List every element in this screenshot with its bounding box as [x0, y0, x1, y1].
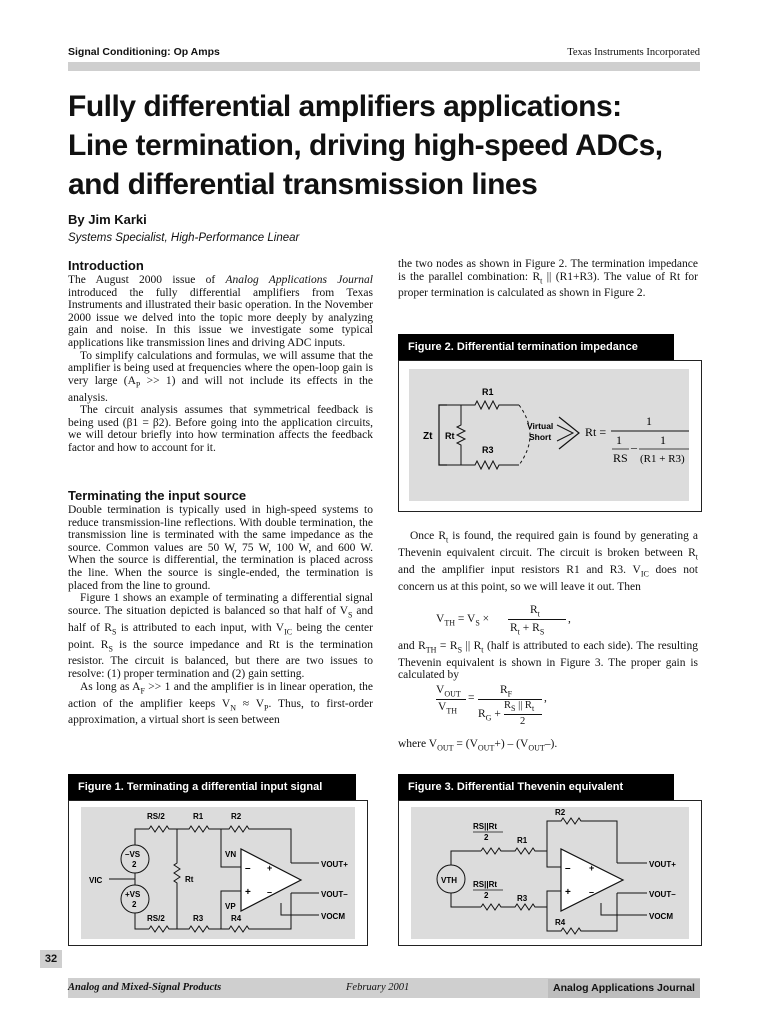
figure-1-caption: Figure 1. Terminating a differential input signal	[68, 774, 356, 800]
vn-label: VN	[225, 850, 237, 859]
text-run: the two nodes as shown in Figure 2. The termination impedance is the parallel combination: R	[398, 258, 698, 283]
subscript: S	[511, 704, 516, 714]
vth-label: VTH	[441, 876, 457, 885]
text-run: + R	[519, 622, 540, 634]
text-run: R	[530, 604, 538, 616]
figure-2-caption: Figure 2. Differential termination impedance	[398, 334, 674, 360]
text-run: is found, the required gain is found by generating a Thevenin equivalent circuit. The circuit is broken between R	[398, 530, 698, 559]
intro-paragraph-2	[68, 350, 373, 405]
eq-numerator-one: 1	[646, 414, 652, 428]
subscript: OUT	[444, 689, 461, 699]
subscript: t	[517, 627, 520, 637]
vocm-label: VOCM	[321, 912, 345, 921]
amp-plus-out: +	[267, 863, 273, 873]
gain-rg: $R_G$ +	[478, 708, 501, 723]
text-run: || R	[515, 700, 532, 711]
text-run: The August 2000 issue of	[68, 274, 226, 286]
right-text-4	[398, 738, 698, 755]
intro-heading: Introduction	[68, 258, 144, 273]
rs2-bot-label: RS/2	[147, 914, 165, 923]
right-paragraph-1	[398, 258, 698, 300]
two-bot-label: 2	[484, 891, 489, 900]
subscript: TH	[425, 645, 437, 655]
subscript: TH	[446, 706, 457, 716]
amp-minus-in: –	[245, 863, 251, 874]
gain-equals: =	[468, 692, 475, 704]
eq-minus: –	[631, 440, 637, 454]
vth-equation	[436, 604, 636, 638]
eq-r1-r3: (R1 + R3)	[640, 453, 685, 465]
figure-1	[68, 800, 368, 946]
gain-comma: ,	[544, 692, 547, 704]
text-run: = (V	[453, 738, 478, 750]
subscript: N	[230, 702, 236, 712]
eq-rs: RS	[613, 451, 628, 465]
r1-label: R1	[482, 387, 494, 397]
text-run: || (R1+R3). The value of Rt for proper termination is calculated as shown in Figure 2.	[398, 270, 698, 300]
text-run: does not concern us at this point, so we will leave it out. Then	[398, 563, 698, 593]
r2-label: R2	[555, 808, 566, 817]
subscript: t	[537, 609, 540, 619]
gain-lhs-bar	[436, 699, 466, 700]
term-paragraph-3	[68, 681, 373, 727]
r2-label: R2	[231, 812, 242, 821]
right-paragraph-3	[398, 640, 698, 682]
text-run: V	[438, 701, 447, 713]
intro-paragraph-1	[68, 274, 373, 350]
gain-vth	[438, 701, 457, 715]
zt-label: Zt	[423, 431, 433, 442]
subscript: OUT	[437, 743, 454, 753]
gain-equation	[436, 684, 636, 734]
author: By Jim Karki	[68, 212, 147, 227]
text-run: ×	[479, 613, 490, 625]
subscript: S	[108, 643, 113, 653]
text-run: and half of R	[68, 604, 373, 634]
text-run: is the source impedance and Rt is the termination resistor. The circuit is balanced, but there are two issues to resolve: (1) proper termination and (2) gain setting.	[68, 638, 373, 681]
page-number: 32	[40, 950, 62, 968]
text-run: is attributed to each input, with V	[116, 621, 285, 634]
text-run: To simplify calculations and formulas, we will assume that the amplifier is being used at frequencies where the open-loop gain is very large (A	[68, 349, 373, 387]
figure-3-panel	[411, 807, 689, 939]
figure-2	[398, 360, 702, 512]
vth-fraction-bar	[508, 619, 566, 620]
termination-text	[68, 504, 373, 727]
text-run: R	[500, 684, 508, 696]
subscript: OUT	[528, 743, 545, 753]
text-run: V	[436, 613, 445, 625]
rs-rt-bot-label: RS||Rt	[473, 880, 498, 889]
title-line-1: Fully differential amplifiers applications:	[68, 90, 622, 123]
text-run: = R	[436, 640, 458, 652]
vout-minus-label: VOUT–	[649, 890, 676, 899]
title-line-3: and differential transmission lines	[68, 168, 538, 201]
subscript: OUT	[477, 743, 495, 753]
text-run: || R	[462, 640, 482, 652]
text-run: and R	[398, 640, 426, 652]
journal-name: Analog Applications Journal	[225, 274, 373, 286]
gain-vout	[436, 684, 461, 698]
figure-3-caption: Figure 3. Differential Thevenin equivalent	[398, 774, 674, 800]
subscript: t	[540, 275, 543, 285]
vout-minus-label: VOUT–	[321, 890, 348, 899]
vs-top-den: 2	[132, 860, 137, 869]
footer-journal: Analog Applications Journal	[548, 979, 700, 998]
vp-label: VP	[225, 902, 236, 911]
text-run: –).	[544, 738, 558, 750]
r3-label: R3	[517, 894, 528, 903]
amp-minus-out: –	[267, 887, 273, 897]
figure-1-panel	[81, 807, 355, 939]
vs-top-num: –VS	[125, 850, 141, 859]
r1-label: R1	[193, 812, 204, 821]
text-run: As long as A	[80, 680, 141, 693]
r1-label: R1	[517, 836, 528, 845]
subscript: t	[446, 535, 449, 545]
r4-label: R4	[555, 918, 566, 927]
term-paragraph-2	[68, 592, 373, 680]
termination-impedance-diagram	[409, 369, 689, 501]
r4-label: R4	[231, 914, 242, 923]
text-run: where V	[398, 738, 438, 750]
figure-3	[398, 800, 702, 946]
subscript: t	[531, 704, 535, 714]
text-run: +) – (V	[494, 738, 529, 750]
text-run: V	[436, 684, 445, 696]
subscript: S	[348, 610, 353, 620]
figure-3-schematic	[411, 807, 689, 939]
text-run: = V	[454, 613, 476, 625]
vout-plus-label: VOUT+	[321, 860, 348, 869]
vs-bot-den: 2	[132, 900, 137, 909]
subscript: F	[507, 689, 513, 699]
subscript: G	[485, 713, 492, 723]
text-run: >> 1 and the amplifier is in linear operation, the action of the amplifier keeps V	[68, 680, 373, 710]
text-run: . Thus, to first-order approximation, a virtual short is seen between	[68, 697, 373, 727]
eq-one-a: 1	[616, 433, 622, 447]
r3-label: R3	[482, 445, 494, 455]
text-run: R	[478, 708, 486, 720]
vic-label: VIC	[89, 876, 103, 885]
running-header-section: Signal Conditioning: Op Amps	[68, 46, 220, 58]
rs-rt-top-label: RS||Rt	[473, 822, 498, 831]
text-run: ≈ V	[235, 697, 265, 710]
figure-1-schematic	[81, 807, 355, 939]
r3-label: R3	[193, 914, 204, 923]
subscript: IC	[640, 569, 649, 579]
gain-rs-rt	[504, 700, 534, 713]
header-rule	[68, 62, 700, 71]
affiliation: Systems Specialist, High-Performance Linear	[68, 232, 300, 244]
gain-rf	[500, 684, 512, 698]
vth-numerator	[530, 604, 540, 618]
subscript: t	[695, 552, 698, 562]
subscript: S	[457, 645, 463, 655]
short-label: Short	[529, 432, 552, 442]
term-paragraph-1: Double termination is typically used in high-speed systems to reduce transmission-line reflections. With double termination, the transmission line is terminated with the same impedance as the source. Common values are 50 W, 75 W, 100 W, and 600 W. When the source is differential, the termination is placed across the line. When the source is single-ended, the termination is placed from the line to ground.	[68, 504, 373, 592]
eq-one-b: 1	[660, 433, 666, 447]
text-run: and the amplifier input resistors R1 and R3. V	[398, 563, 641, 576]
gain-two: 2	[520, 716, 526, 727]
vout-plus-label: VOUT+	[649, 860, 676, 869]
gain-inner-bar	[504, 714, 542, 715]
rs2-top-label: RS/2	[147, 812, 165, 821]
footer-publication: Analog and Mixed-Signal Products	[68, 982, 222, 993]
intro-text	[68, 274, 373, 455]
amp-minus-out: –	[589, 887, 595, 897]
vth-lhs	[436, 613, 489, 627]
subscript: P	[135, 380, 141, 390]
text-run: R	[510, 622, 518, 634]
amp-plus-out: +	[589, 863, 595, 873]
title-line-2: Line termination, driving high-speed ADCs,	[68, 129, 663, 162]
two-top-label: 2	[484, 833, 489, 842]
subscript: S	[475, 618, 480, 628]
amp-minus-in: –	[565, 863, 571, 874]
subscript: S	[539, 627, 545, 637]
intro-paragraph-3: The circuit analysis assumes that symmetrical feedback is being used (β1 = β2). Before going into the application circuits, we will detour briefly into how termination affects the feedback factor and how to account for it.	[68, 404, 373, 455]
subscript: P	[264, 702, 269, 712]
subscript: S	[111, 626, 117, 636]
right-text-1	[398, 258, 698, 300]
subscript: TH	[444, 618, 455, 628]
vth-comma: ,	[568, 613, 571, 625]
virtual-label: Virtual	[527, 421, 554, 431]
subscript: t	[481, 645, 484, 655]
termination-heading: Terminating the input source	[68, 488, 247, 503]
text-run: (half is attributed to each side). The resulting Thevenin equivalent is shown in Figure 3. The proper gain is calculated by	[398, 640, 699, 682]
vs-bot-num: +VS	[125, 890, 141, 899]
article-title	[68, 87, 708, 204]
text-run: Figure 1 shows an example of terminating a differential signal source. The situation depicted is balanced so that half of V	[68, 592, 373, 617]
right-text-3	[398, 640, 698, 682]
subscript: IC	[284, 626, 293, 636]
right-paragraph-2	[398, 530, 698, 593]
right-paragraph-4	[398, 738, 698, 755]
rt-equation-lhs: Rt =	[585, 425, 607, 439]
subscript: F	[140, 685, 145, 695]
text-run: R	[504, 700, 512, 711]
vth-denominator	[510, 622, 544, 636]
amp-plus-in: +	[565, 887, 571, 898]
text-run: being the center point. R	[68, 621, 373, 651]
footer-date: February 2001	[346, 982, 410, 993]
running-header-company: Texas Instruments Incorporated	[567, 47, 700, 58]
right-text-2	[398, 530, 698, 593]
rt-label: Rt	[445, 431, 455, 441]
text-run: introduced the fully differential amplifiers from Texas Instruments and illustrated their basic operation. In the November 2000 issue we delved into the topic more deeply by analyzing gain and noise. In this issue we investigate some typical applications like transmission lines and driving ADC inputs.	[68, 286, 373, 349]
rt-label: Rt	[185, 875, 194, 884]
vocm-label: VOCM	[649, 912, 673, 921]
text-run: Once R	[410, 530, 446, 542]
figure-2-panel	[409, 369, 689, 501]
amp-plus-in: +	[245, 887, 251, 898]
text-run: >> 1) and will not include its effects in the analysis.	[68, 374, 374, 404]
